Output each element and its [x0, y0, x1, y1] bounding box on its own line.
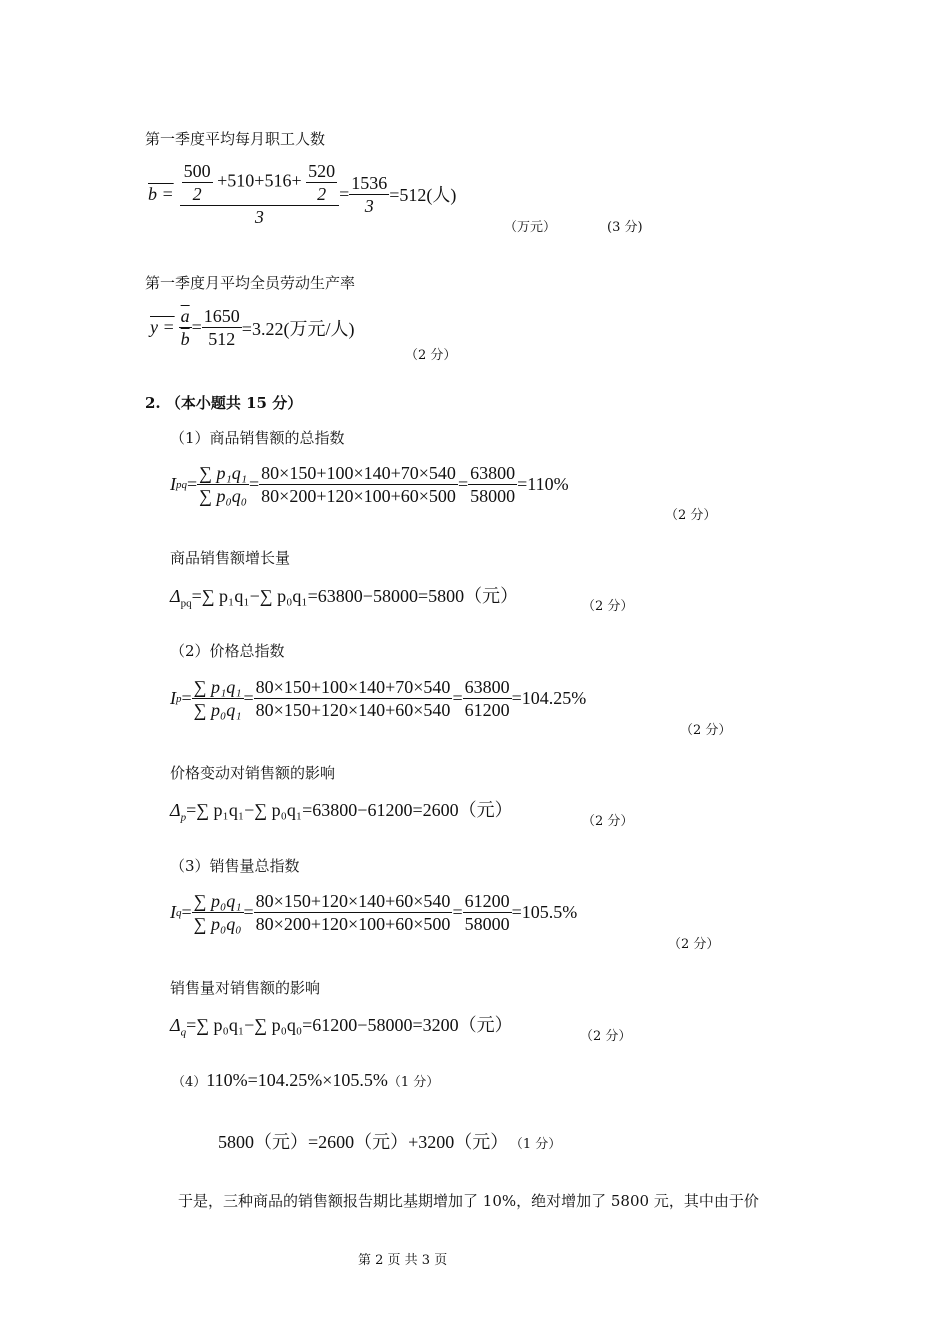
expand-num: 80×150+100×140+70×540 [255, 677, 451, 697]
frac-ab-den: b [180, 329, 190, 349]
effect-expression: =∑ p₁q₁−∑ p₀q₁=63800−61200=2600（元） [186, 800, 513, 820]
delta-subscript: q [180, 1026, 187, 1039]
frac-500-num: 500 [183, 161, 211, 181]
eq-sign: = [452, 902, 463, 922]
eq-sign: = [452, 688, 463, 708]
p4-row2 [218, 1128, 561, 1154]
expand-den: 80×200+120×100+60×500 [255, 914, 451, 934]
p2-formula [170, 676, 586, 721]
index-symbol: I [170, 902, 176, 922]
expand-num: 80×150+120×140+60×540 [255, 891, 451, 911]
effect-expression: =∑ p₀q₁−∑ p₀q₀=61200−58000=3200（元） [186, 1015, 513, 1035]
expand-den: 80×150+120×140+60×540 [255, 700, 451, 720]
sum-den: ∑ p₀q₀ [193, 914, 242, 934]
p1-label: （1）商品销售额的总指数 [170, 429, 345, 447]
delta-subscript: pq [180, 597, 192, 610]
eq-sign: = [181, 902, 192, 922]
delta-symbol: Δ [170, 1015, 181, 1035]
frac-1650-num: 1650 [203, 306, 240, 326]
conclusion-text: 于是，三种商品的销售额报告期比基期增加了 10%，绝对增加了 5800 元，其中由于价 [178, 1192, 759, 1210]
p2-points: （2 分） [680, 723, 732, 738]
expand-num: 80×150+100×140+70×540 [261, 463, 456, 483]
frac-520-num: 520 [308, 161, 336, 181]
productivity-formula [150, 305, 354, 350]
p1-formula [170, 462, 569, 507]
value-num: 61200 [464, 891, 510, 911]
eq-sign: = [181, 688, 192, 708]
q2-heading: 2. （本小题共 15 分） [145, 394, 303, 412]
value-den: 61200 [464, 700, 510, 720]
big-fraction [180, 160, 339, 228]
value-num: 63800 [470, 463, 516, 483]
big-fraction-num [180, 160, 339, 206]
sum-fraction [197, 462, 249, 507]
staff-formula [148, 160, 456, 228]
p2-result: =104.25% [511, 688, 587, 708]
p3-formula [170, 890, 577, 935]
p2-effect-points: （2 分） [582, 814, 634, 829]
eq-sign: = [339, 183, 350, 204]
productivity-points: （2 分） [405, 348, 457, 363]
p4-label: （4） [172, 1075, 207, 1090]
staff-unit: （万元） [504, 220, 557, 235]
big-fraction-den: 3 [254, 207, 264, 227]
productivity-result: =3.22(万元/人) [241, 318, 355, 339]
p1-growth-points: （2 分） [582, 599, 634, 614]
sum-den: ∑ p₀q₀ [199, 486, 248, 506]
frac-520-den: 2 [317, 184, 327, 204]
p1-result: =110% [517, 474, 569, 494]
value-fraction [463, 676, 512, 721]
staff-label: 第一季度平均每月职工人数 [145, 130, 326, 148]
frac-ab [179, 305, 192, 350]
frac-500 [182, 160, 213, 205]
expand-fraction [259, 462, 458, 507]
eq-sign: = [243, 902, 254, 922]
p1-points: （2 分） [665, 508, 717, 523]
sum-fraction [192, 676, 244, 721]
frac-500-den: 2 [192, 184, 202, 204]
p2-label: （2）价格总指数 [170, 642, 285, 660]
p3-label: （3）销售量总指数 [170, 857, 300, 875]
sum-fraction [192, 890, 244, 935]
value-num: 63800 [464, 677, 510, 697]
expand-fraction [254, 890, 453, 935]
value-fraction [468, 462, 517, 507]
delta-symbol: Δ [170, 586, 181, 606]
p1-growth-formula [170, 582, 518, 610]
sum-den: ∑ p₀q₁ [193, 700, 242, 720]
frac-1650 [202, 305, 242, 350]
eq-sign: = [243, 688, 254, 708]
p3-effect-points: （2 分） [580, 1029, 632, 1044]
p2-effect-label: 价格变动对销售额的影响 [170, 764, 336, 782]
index-subscript: pq [176, 478, 187, 491]
p3-effect-label: 销售量对销售额的影响 [170, 979, 321, 997]
value-den: 58000 [470, 486, 516, 506]
p4-equation-1: 110%=104.25%×105.5% [206, 1070, 388, 1090]
index-symbol: I [170, 474, 176, 494]
expand-den: 80×200+120×100+60×500 [261, 486, 456, 506]
sum-num: ∑ p₁q₁ [199, 463, 248, 483]
delta-symbol: Δ [170, 800, 181, 820]
sum-num: ∑ p₀q₁ [193, 891, 242, 911]
p4-equation-2: 5800（元）=2600（元）+3200（元） [218, 1132, 509, 1152]
frac-1536 [349, 172, 389, 217]
frac-520 [306, 160, 337, 205]
value-fraction [463, 890, 512, 935]
eq-sign: = [457, 474, 469, 494]
p3-points: （2 分） [668, 937, 720, 952]
frac-1536-den: 3 [364, 195, 374, 216]
index-subscript: q [176, 906, 182, 919]
p4-row1 [172, 1070, 439, 1091]
p1-growth-label: 商品销售额增长量 [170, 549, 291, 567]
y-lhs: y = [150, 317, 175, 337]
frac-1650-den: 512 [208, 329, 236, 349]
page-footer: 第 2 页 共 3 页 [358, 1253, 448, 1268]
p3-result: =105.5% [511, 902, 578, 922]
growth-expression: =∑ p₁q₁−∑ p₀q₁=63800−58000=5800（元） [191, 586, 519, 606]
mid-terms: +510+516+ [217, 170, 302, 191]
productivity-label: 第一季度月平均全员劳动生产率 [145, 274, 356, 292]
staff-points: (3 分) [607, 220, 643, 235]
eq-sign: = [249, 474, 260, 494]
sum-num: ∑ p₁q₁ [193, 677, 242, 697]
p4-points-1: （1 分） [387, 1075, 440, 1090]
p2-effect-formula [170, 796, 513, 824]
frac-ab-num: $\overline{a}$ [180, 306, 190, 326]
b-lhs: b = [148, 183, 174, 204]
eq-sign: = [191, 317, 202, 337]
staff-result: =512(人) [389, 185, 457, 205]
delta-subscript: p [180, 811, 187, 824]
eq-sign: = [187, 474, 198, 494]
frac-1536-num: 1536 [351, 172, 388, 193]
p4-points-2: （1 分） [516, 1137, 562, 1152]
index-subscript: p [176, 692, 182, 705]
expand-fraction [254, 676, 453, 721]
p3-effect-formula [170, 1011, 513, 1039]
index-symbol: I [170, 688, 176, 708]
value-den: 58000 [464, 914, 510, 934]
